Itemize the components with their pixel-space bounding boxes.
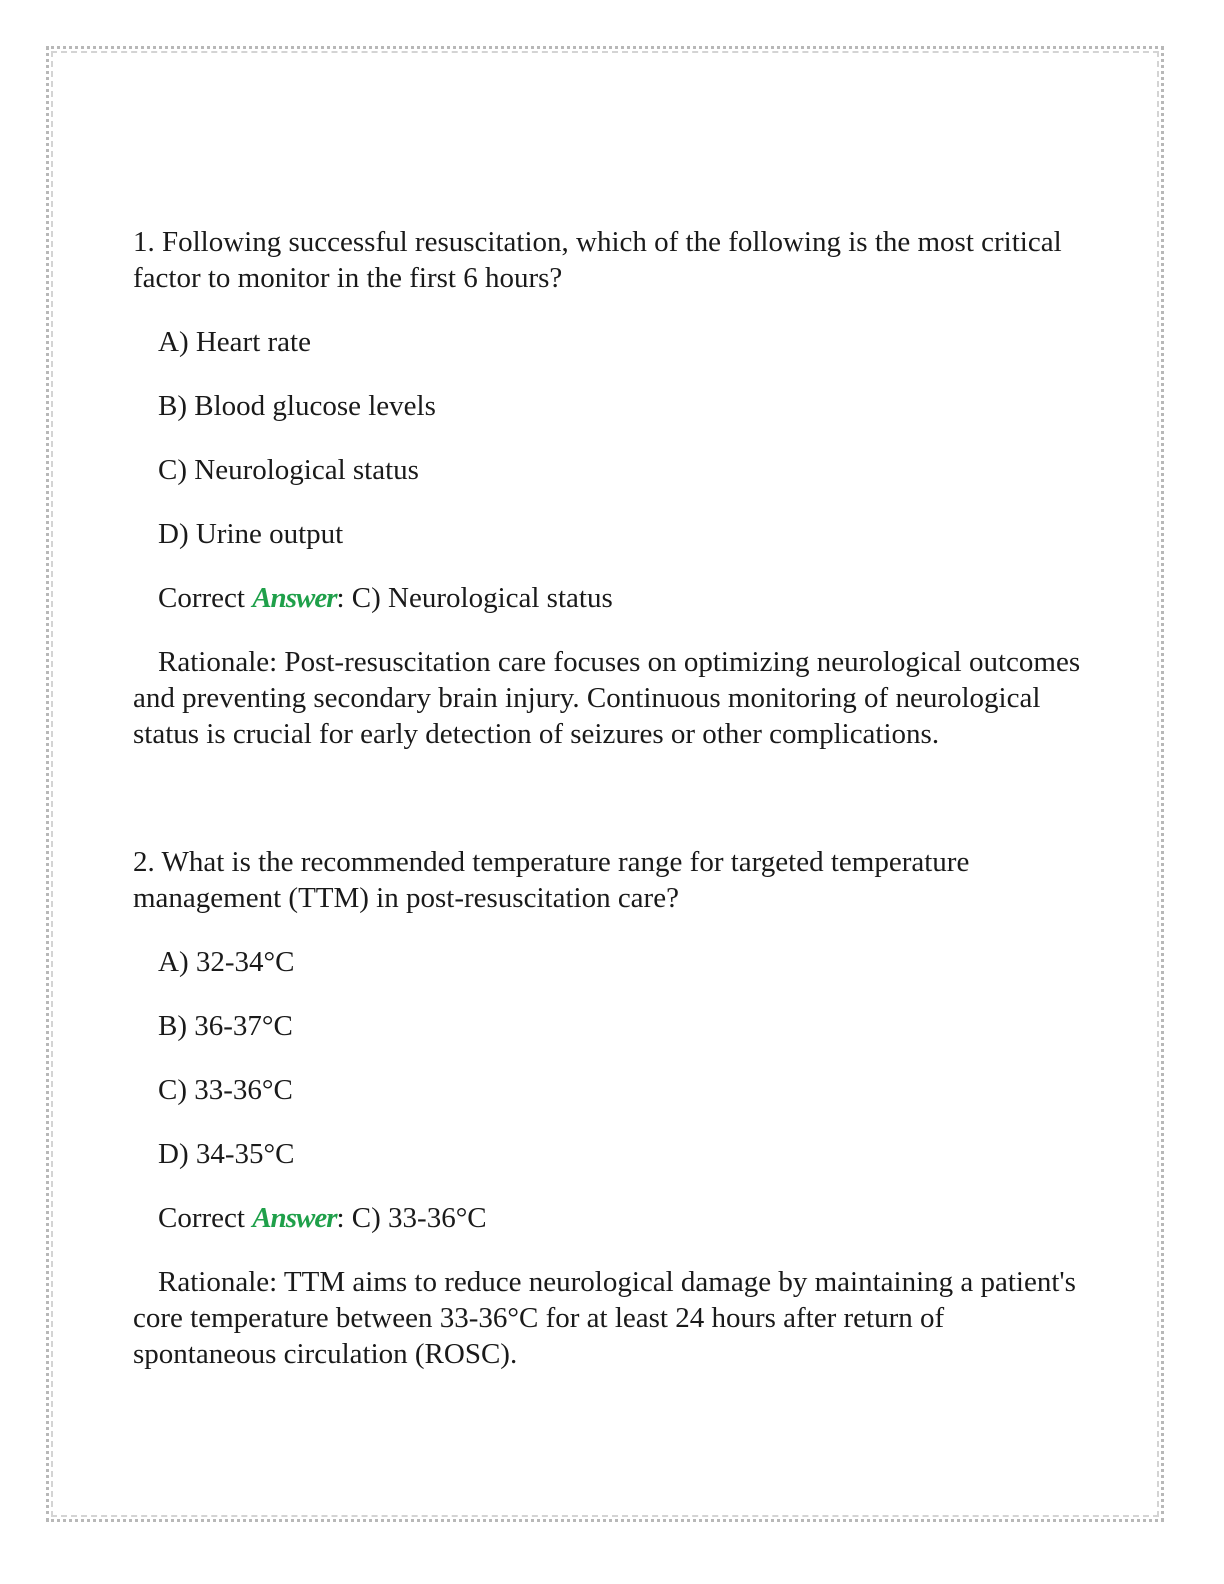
- answer-prefix: Correct: [158, 1202, 253, 1234]
- question-text: 1. Following successful resuscitation, which of the following is the most critical factor to monitor in the first 6 hours?: [133, 226, 1062, 294]
- option-c: C) 33-36°C: [158, 1074, 293, 1106]
- option-d: D) Urine output: [158, 518, 344, 550]
- rationale-text: Rationale: Post-resuscitation care focuses on optimizing neurological outcomes and preventing secondary brain injury. Continuous monitoring of neurological status is crucial for early detection of seizures or other complications.: [133, 646, 1081, 750]
- question-text: 2. What is the recommended temperature range for targeted temperature management (TTM) in post-resuscitation care?: [133, 846, 970, 914]
- option-c: C) Neurological status: [158, 454, 419, 486]
- answer-keyword: Answer: [252, 1202, 337, 1234]
- option-b: B) 36-37°C: [158, 1010, 293, 1042]
- option-a: A) 32-34°C: [158, 946, 295, 978]
- answer-prefix: Correct: [158, 582, 253, 614]
- section-spacer: [133, 752, 1093, 844]
- option-a: A) Heart rate: [158, 326, 311, 358]
- correct-answer: [158, 580, 1093, 616]
- document-body: [133, 224, 1093, 1372]
- answer-value: : C) 33-36°C: [336, 1202, 487, 1234]
- answer-value: : C) Neurological status: [336, 582, 613, 614]
- option-b: B) Blood glucose levels: [158, 390, 436, 422]
- rationale-text: Rationale: TTM aims to reduce neurological damage by maintaining a patient's core temperature between 33-36°C for at least 24 hours after return of spontaneous circulation (ROSC).: [133, 1266, 1076, 1370]
- option-d: D) 34-35°C: [158, 1138, 295, 1170]
- answer-keyword: Answer: [252, 582, 337, 614]
- question-block-2: [133, 844, 1093, 1372]
- question-block-1: [133, 224, 1093, 752]
- correct-answer: [158, 1200, 1093, 1236]
